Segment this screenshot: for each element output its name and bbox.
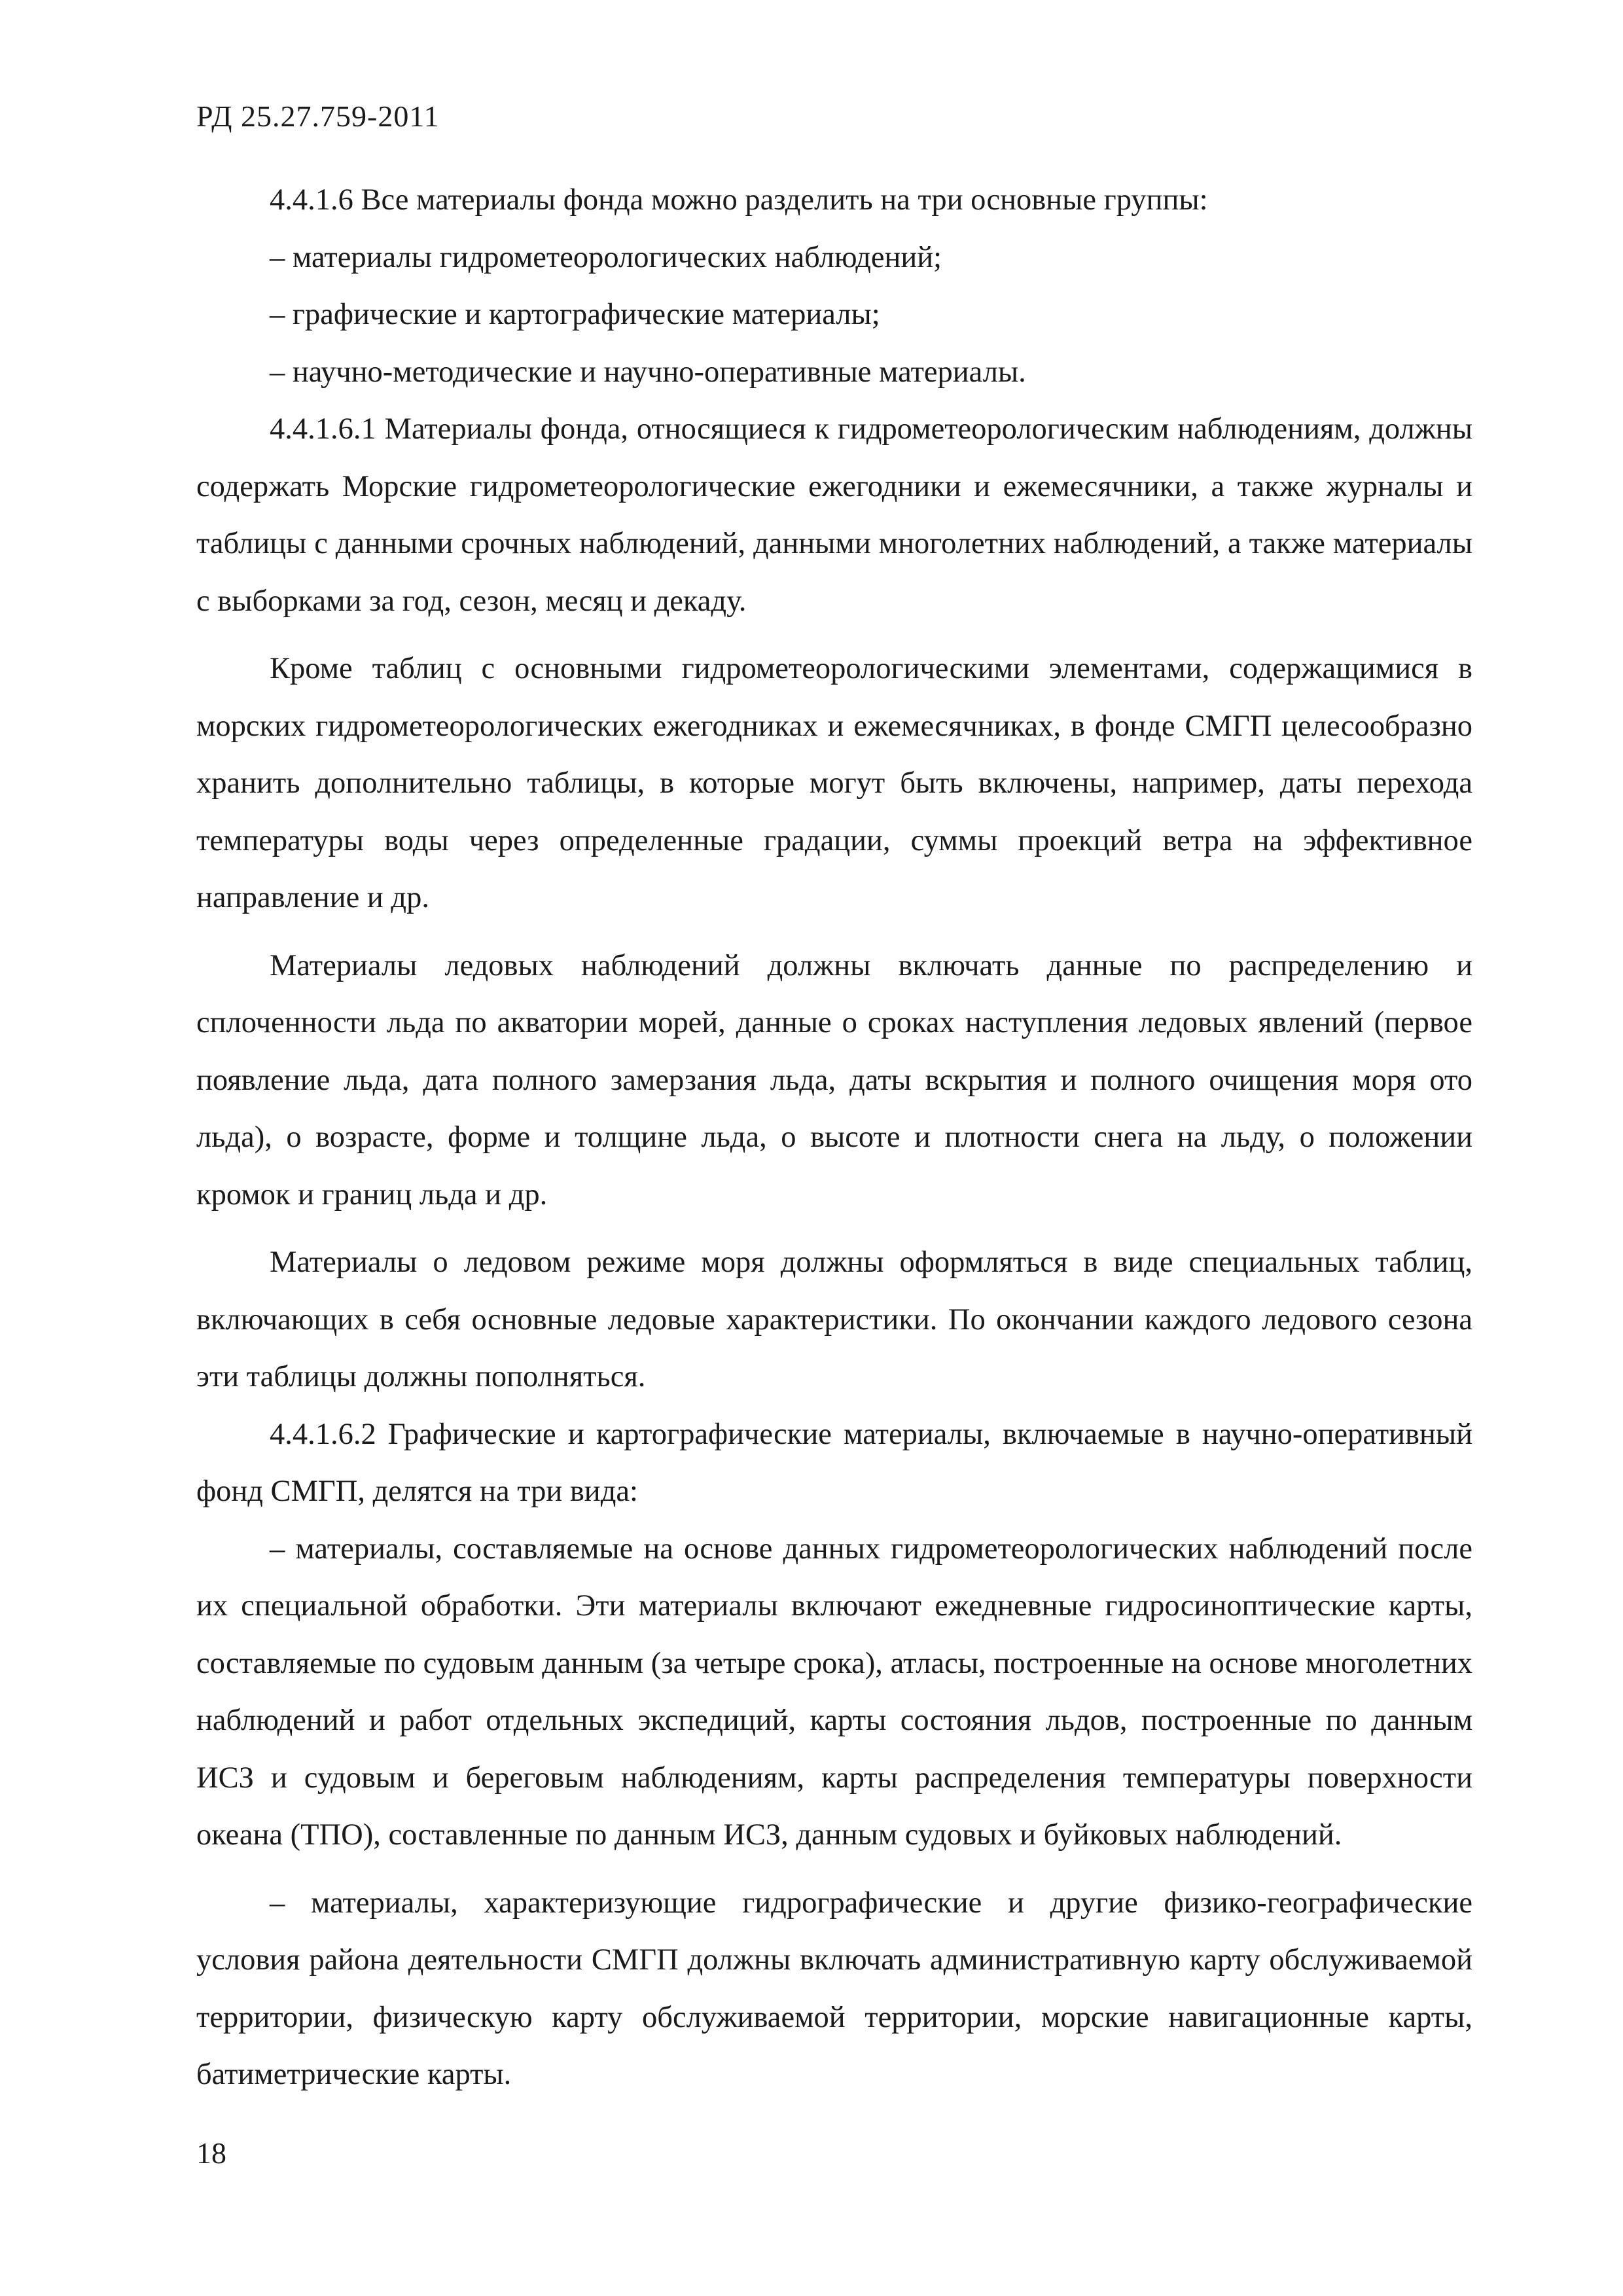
list-item-scientific-methodical: – научно-методические и научно-оперативные материалы. bbox=[270, 355, 1026, 389]
paragraph-ice-regime: Материалы о ледовом режиме моря должны оформляться в виде специальных таблиц, включающих в себя основные ледовые характеристики. По окончании каждого ледового сезона эти таблицы должны пополняться. bbox=[196, 1246, 1472, 1393]
list-item-graphic-cartographic: – графические и картографические материалы; bbox=[270, 298, 880, 331]
list-item-hydromet-observations: – материалы гидрометеорологических наблюдений; bbox=[270, 240, 942, 274]
paragraph-groups-intro: 4.4.1.6 Все материалы фонда можно разделить на три основные группы: bbox=[270, 183, 1208, 217]
list-item-geographic-materials: – материалы, характеризующие гидрографические и другие физико-географические условия района деятельности СМГП должны включать административную карту обслуживаемой территории, физическую карту обслуживаемой территории, морские навигационные карты, батиметрические карты. bbox=[196, 1886, 1472, 2091]
document-body bbox=[196, 171, 1472, 2104]
paragraph-section-4-4-1-6-2: 4.4.1.6.2 Графические и картографические материалы, включаемые в научно-оперативный фонд СМГП, делятся на три вида: bbox=[196, 1417, 1472, 1508]
document-code-header: РД 25.27.759-2011 bbox=[196, 99, 440, 133]
paragraph-ice-observations: Материалы ледовых наблюдений должны включать данные по распределению и сплоченности льда по акватории морей, данные о сроках наступления ледовых явлений (первое появление льда, дата полного замерзания льда, даты вскрытия и полного очищения моря ото льда), о возрасте, форме и толщине льда, о высоте и плотности снега на льду, о положении кромок и границ льда и др. bbox=[196, 948, 1472, 1211]
list-item-processed-materials: – материалы, составляемые на основе данных гидрометеорологических наблюдений после их специальной обработки. Эти материалы включают ежедневные гидросиноптические карты, составляемые по судовым данным (за четыре срока), атласы, построенные на основе многолетних наблюдений и работ отдельных экспедиций, карты состояния льдов, построенные по данным ИСЗ и судовым и береговым наблюдениям, карты распределения температуры поверхности океана (ТПО), составленные по данным ИСЗ, данным судовых и буйковых наблюдений. bbox=[196, 1532, 1472, 1852]
paragraph-additional-tables: Кроме таблиц с основными гидрометеорологическими элементами, содержащимися в морских гидрометеорологических ежегодниках и ежемесячниках, в фонде СМГП целесообразно хранить дополнительно таблицы, в которые могут быть включены, например, даты перехода температуры воды через определенные градации, суммы проекций ветра на эффективное направление и др. bbox=[196, 652, 1472, 914]
page-number: 18 bbox=[196, 2136, 226, 2170]
paragraph-section-4-4-1-6-1: 4.4.1.6.1 Материалы фонда, относящиеся к гидрометеорологическим наблюдениям, должны содержать Морские гидрометеорологические ежегодники и ежемесячники, а также журналы и таблицы с данными срочных наблюдений, данными многолетних наблюдений, а также материалы с выборками за год, сезон, месяц и декаду. bbox=[196, 412, 1472, 618]
